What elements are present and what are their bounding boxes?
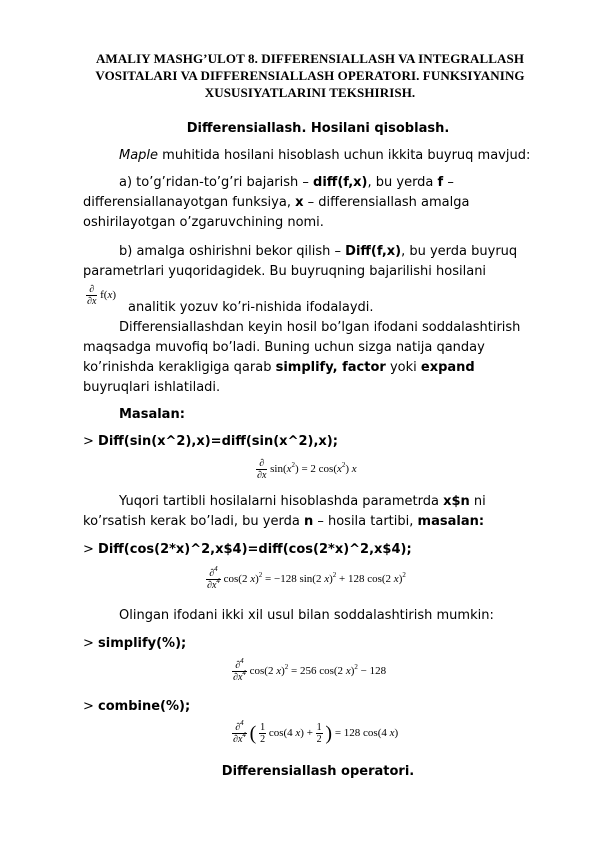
t: ) (345, 463, 352, 476)
partial-symbol: ∂ (256, 458, 267, 470)
t: x (295, 727, 301, 740)
partial-x: ∂x (87, 296, 97, 307)
text: a) to’g’ridan-to’g’ri bajarish – (119, 175, 314, 190)
t: 2 cos( (310, 463, 337, 476)
t: ) (329, 573, 333, 586)
t: = −128 sin(2 (262, 573, 325, 586)
text: ko’rinishda kerakligiga qarab (83, 360, 276, 375)
command-text: Diff(cos(2*x)^2,x$4)=diff(cos(2*x)^2,x$4); (98, 542, 412, 557)
title-line-3: XUSUSIYATLARINI TEKSHIRISH. (204, 85, 416, 100)
paragraph-b-line1 (119, 242, 517, 261)
left-paren: ( (249, 722, 257, 745)
command-4 (83, 697, 190, 716)
t: 4 (242, 731, 246, 739)
paragraph-a-line1 (119, 173, 454, 192)
f-symbol: f (437, 175, 444, 190)
text: ni (469, 494, 486, 509)
paragraph-intro (119, 146, 530, 165)
text: – hosila tartibi, (313, 514, 418, 529)
t: ∂x (207, 580, 217, 591)
expand: expand (420, 360, 475, 375)
title-line-1: AMALIY MASHG’ULOT 8. DIFFERENSIALLASH VA INTEGRALLASH (95, 51, 525, 66)
t: ) = (295, 463, 311, 476)
t: sin( (270, 463, 287, 476)
t: 2 (341, 461, 346, 470)
t: + 128 cos(2 (336, 573, 394, 586)
t: x (286, 463, 292, 476)
command-1 (83, 432, 338, 451)
t: ∂ (235, 660, 241, 671)
text: yoki (385, 360, 421, 375)
equation-4 (232, 719, 399, 745)
t: 1 (260, 722, 266, 733)
text: Yuqori tartibli hosilalarni hisoblashda parametrda (119, 494, 444, 509)
maple-word: Maple (119, 148, 159, 163)
paragraph-b-line2: parametrlari yuqoridagidek. Bu buyruqning bajarilishi hosilani (83, 264, 487, 279)
paragraph-c-line3 (83, 358, 475, 377)
partial-fraction-4 (232, 719, 247, 745)
diff-command: diff(f,x) (313, 175, 368, 190)
command-text: Diff(sin(x^2),x)=diff(sin(x^2),x); (98, 434, 338, 449)
t: x (336, 463, 342, 476)
prompt: > (83, 542, 99, 557)
paragraph-c-line1: Differensiallashdan keyin hosil bo’lgan ifodani soddalashtirish (119, 320, 521, 335)
text: – (443, 175, 454, 190)
text: ko’rsatish kerak bo’ladi, bu yerda (83, 514, 304, 529)
t: x (250, 573, 256, 586)
inline-derivative (86, 284, 116, 307)
partial-fraction-4 (232, 657, 247, 683)
t: 2 (291, 461, 296, 470)
t: = 256 cos(2 (288, 665, 346, 678)
paragraph-c-line2: maqsadga muvofiq bo’ladi. Buning uchun sizga natija qanday (83, 340, 485, 355)
t: x (393, 573, 399, 586)
t: cos(4 (268, 727, 296, 740)
t: + (303, 727, 316, 740)
paragraph-b-line3: analitik yozuv ko’ri-nishida ifodalaydi. (128, 300, 374, 315)
command-3 (83, 634, 186, 653)
t: 4 (214, 565, 218, 573)
half-fraction (259, 722, 266, 745)
intro-text: muhitida hosilani hisoblash uchun ikkita buyruq mavjud: (158, 148, 531, 163)
Diff-command: Diff(f,x) (345, 244, 402, 259)
t: ) (255, 573, 259, 586)
t: x (324, 573, 330, 586)
partial-fraction-4 (206, 565, 221, 591)
paragraph-d-line2 (83, 512, 484, 531)
page-title (70, 50, 550, 101)
title-line-2: VOSITALARI VA DIFFERENSIALLASH OPERATORI. FUNKSIYANING (95, 68, 525, 83)
paragraph-e: Olingan ifodani ikki xil usul bilan soddalashtirish mumkin: (119, 608, 494, 623)
den (206, 577, 221, 591)
t: cos(2 (249, 665, 277, 678)
t: 2 (316, 734, 322, 745)
t: 2 (260, 734, 266, 745)
prompt: > (83, 636, 99, 651)
partial-fraction (86, 284, 97, 307)
var-x: x (107, 289, 113, 302)
t: cos(2 (223, 573, 251, 586)
prompt: > (83, 699, 99, 714)
partial-symbol: ∂ (86, 284, 97, 296)
n-symbol: n (303, 514, 314, 529)
partial-x: ∂x (257, 470, 267, 481)
section-heading: Differensiallash. Hosilani qisoblash. (186, 121, 450, 136)
t: x (351, 463, 357, 476)
simplify-factor: simplify, factor (275, 360, 386, 375)
t: x (276, 665, 282, 678)
t: = 128 cos(4 (334, 727, 390, 740)
half-fraction (316, 722, 323, 745)
t: 2 (332, 571, 337, 580)
partial-fraction (256, 458, 267, 481)
den (232, 669, 247, 683)
t: ∂ (235, 722, 241, 733)
t: − 128 (357, 665, 387, 678)
t: ) (394, 727, 399, 740)
text: , bu yerda (367, 175, 438, 190)
command-text: combine(%); (98, 699, 191, 714)
example-label: Masalan: (119, 407, 185, 422)
t: 4 (240, 719, 244, 727)
section-heading-2: Differensiallash operatori. (221, 764, 415, 779)
command-2 (83, 540, 412, 559)
t: ∂x (233, 734, 243, 745)
t: 2 (284, 663, 289, 672)
t: ) (281, 665, 285, 678)
text: – differensiallash amalga (303, 195, 470, 210)
close-paren: ) (112, 289, 117, 302)
equation-3 (232, 657, 387, 683)
f-open: f( (100, 289, 108, 302)
paragraph-d-line1 (119, 492, 486, 511)
prompt: > (83, 434, 99, 449)
paragraph-a-line3: oshirilayotgan o’zgaruvchining nomi. (83, 215, 324, 230)
t: ) (300, 727, 304, 740)
t: 4 (216, 577, 220, 585)
t: 4 (242, 669, 246, 677)
equation-2 (206, 565, 406, 591)
x-dollar-n: x$n (443, 494, 470, 509)
t: 2 (354, 663, 358, 672)
text: differensiallanayotgan funksiya, (83, 195, 296, 210)
t: ) (350, 665, 355, 678)
x-symbol: x (295, 195, 304, 210)
t: ∂x (233, 672, 243, 683)
den (232, 731, 247, 745)
t: ∂ (209, 568, 215, 579)
paragraph-c-line4: buyruqlari ishlatiladi. (83, 380, 221, 395)
text: , bu yerda buyruq (401, 244, 518, 259)
masalan: masalan: (417, 514, 485, 529)
t: 1 (316, 722, 322, 733)
t: x (389, 727, 395, 740)
text: b) amalga oshirishni bekor qilish – (119, 244, 346, 259)
t: ) (398, 573, 403, 586)
paragraph-a-line2 (83, 193, 469, 212)
t: 4 (240, 657, 244, 665)
t: 2 (258, 571, 263, 580)
command-text: simplify(%); (98, 636, 187, 651)
t: x (345, 665, 351, 678)
right-paren: ) (325, 722, 333, 745)
t: 2 (402, 571, 406, 580)
equation-1 (256, 458, 357, 481)
